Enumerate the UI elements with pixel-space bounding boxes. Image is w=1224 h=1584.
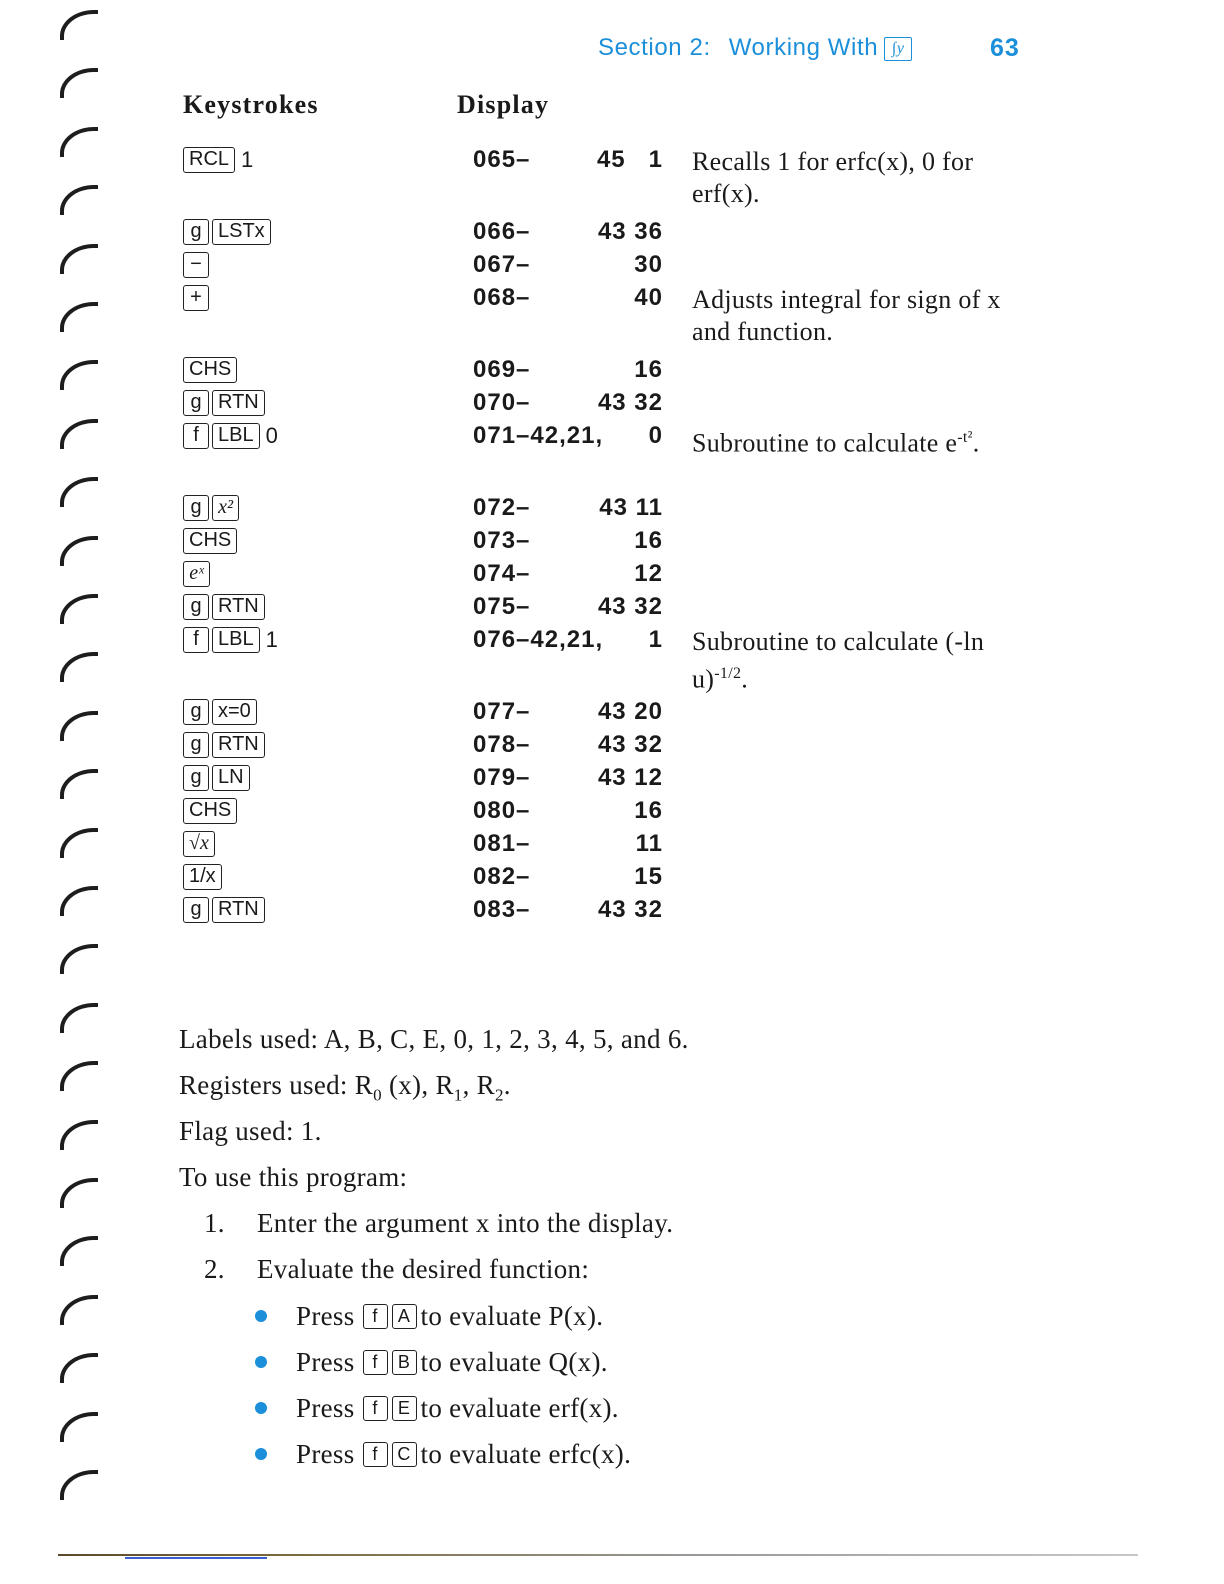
usage-intro: To use this program: [179, 1162, 408, 1192]
program-row [0, 284, 1224, 346]
binding-hook [60, 1295, 98, 1325]
keystroke-group [183, 251, 212, 279]
calculator-key: g [183, 699, 209, 725]
key-code: 43 32 [597, 731, 663, 758]
keystroke-group [183, 896, 268, 924]
keystrokes-heading: Keystrokes [183, 90, 319, 119]
program-row [0, 764, 1224, 797]
calculator-key: RTN [212, 594, 265, 620]
key-code: 40 [634, 284, 663, 311]
keystroke-group [183, 389, 268, 417]
calculator-key: LN [212, 765, 250, 791]
calculator-key: CHS [183, 528, 237, 554]
binding-hook [60, 1178, 98, 1208]
binding-hook [60, 1061, 98, 1091]
keystroke-group [183, 356, 240, 384]
binding-hook [60, 1120, 98, 1150]
calculator-key: f [363, 1396, 388, 1421]
program-row [0, 896, 1224, 929]
calculator-key: g [183, 765, 209, 791]
display-code [473, 389, 663, 417]
key-code: 1 [648, 626, 663, 653]
display-code [473, 764, 663, 792]
page-number: 63 [990, 34, 1020, 62]
bullet-text: Press f E to evaluate erf(x). [296, 1392, 619, 1423]
bullet-text: Press f C to evaluate erfc(x). [296, 1438, 632, 1469]
registers-used: Registers used: $R_0$ (x), $R_1$, $R_2$. [179, 1070, 511, 1105]
key-code: 16 [634, 527, 663, 554]
program-row [0, 356, 1224, 389]
display-code [473, 251, 663, 279]
display-heading: Display [457, 90, 550, 119]
display-code [473, 284, 663, 312]
program-row [0, 527, 1224, 560]
program-row [0, 389, 1224, 422]
display-code [473, 218, 663, 246]
program-line-number: 072– [473, 494, 531, 521]
row-comment: Subroutine to calculate $e^{-t^2}$. [692, 428, 980, 458]
calculator-key: RTN [212, 732, 265, 758]
keystroke-group [183, 284, 212, 312]
key-code: 45 1 [596, 146, 663, 173]
calculator-key: 1/x [183, 864, 222, 890]
program-line-number: 070– [473, 389, 531, 416]
section-title: Working With [728, 34, 879, 61]
program-row [0, 494, 1224, 527]
keystroke-group [183, 863, 225, 891]
program-line-number: 071–42,21, [473, 422, 604, 449]
program-line-number: 073– [473, 527, 531, 554]
program-line-number: 066– [473, 218, 531, 245]
footer-rule-accent [125, 1557, 267, 1559]
bullet-text: Press f B to evaluate Q(x). [296, 1346, 608, 1377]
program-row [0, 146, 1224, 208]
calculator-key: g [183, 219, 209, 245]
display-code [473, 494, 663, 522]
calculator-key: C [392, 1442, 417, 1467]
key-code: 43 32 [597, 896, 663, 923]
calculator-key: − [183, 252, 209, 278]
keystroke-group [183, 494, 242, 522]
display-code [473, 146, 663, 174]
display-code [473, 896, 663, 924]
calculator-key: RCL [183, 147, 235, 173]
flag-used: Flag used: 1. [179, 1116, 322, 1146]
labels-used: Labels used: A, B, C, E, 0, 1, 2, 3, 4, 5, and 6. [179, 1024, 689, 1054]
calculator-key: + [183, 285, 209, 311]
program-row [0, 560, 1224, 593]
keystroke-group [183, 797, 240, 825]
key-code: 11 [635, 830, 663, 857]
calculator-key: g [183, 495, 209, 521]
key-code: 43 36 [597, 218, 663, 245]
keystroke-group [183, 422, 278, 450]
program-line-number: 067– [473, 251, 531, 278]
calculator-key: x² [212, 495, 239, 521]
program-line-number: 082– [473, 863, 531, 890]
calculator-key: LBL [212, 627, 260, 653]
binding-hook [60, 1470, 98, 1500]
key-code: 0 [648, 422, 663, 449]
program-line-number: 068– [473, 284, 531, 311]
display-code [473, 593, 663, 621]
program-line-number: 074– [473, 560, 531, 587]
display-code [473, 863, 663, 891]
calculator-key: CHS [183, 357, 237, 383]
keystroke-digit: 1 [241, 147, 254, 172]
binding-hook [60, 944, 98, 974]
keystroke-group [183, 218, 274, 246]
display-code [473, 731, 663, 759]
program-row [0, 593, 1224, 626]
binding-hook [60, 10, 98, 40]
binding-hook [60, 1003, 98, 1033]
program-row [0, 863, 1224, 896]
calculator-key: E [392, 1396, 417, 1421]
row-comment: Subroutine to calculate (-ln u)$^{-1/2}$. [692, 627, 985, 694]
bullet-text: Press f A to evaluate P(x). [296, 1300, 604, 1331]
program-line-number: 065– [473, 146, 531, 173]
calculator-key: f [183, 423, 209, 449]
display-code [473, 527, 663, 555]
program-line-number: 081– [473, 830, 531, 857]
calculator-key: g [183, 897, 209, 923]
calculator-key: B [392, 1350, 417, 1375]
keystroke-group [183, 527, 240, 555]
display-code [473, 830, 663, 858]
program-line-number: 069– [473, 356, 531, 383]
calculator-key: g [183, 390, 209, 416]
display-code [473, 698, 663, 726]
program-row [0, 626, 1224, 694]
program-line-number: 076–42,21, [473, 626, 604, 653]
program-line-number: 077– [473, 698, 531, 725]
binding-hook [60, 1353, 98, 1383]
calculator-key: √x [183, 831, 215, 857]
integral-key-icon: ∫y [884, 37, 912, 61]
calculator-key: RTN [212, 897, 265, 923]
keystroke-group [183, 764, 253, 792]
calculator-key: g [183, 732, 209, 758]
calculator-key: g [183, 594, 209, 620]
keystroke-group [183, 731, 268, 759]
binding-hook [60, 1236, 98, 1266]
program-line-number: 078– [473, 731, 531, 758]
key-code: 16 [634, 797, 663, 824]
section-label: Section 2: [598, 34, 711, 61]
footer-rule [58, 1554, 1138, 1556]
key-code: 16 [634, 356, 663, 383]
display-code [473, 797, 663, 825]
display-code [473, 626, 663, 654]
bullet-dot-icon [255, 1356, 267, 1368]
calculator-key: LSTx [212, 219, 271, 245]
binding-hook [60, 68, 98, 98]
display-code [473, 356, 663, 384]
program-row [0, 731, 1224, 764]
keystroke-group [183, 698, 260, 726]
page-header [598, 34, 912, 62]
keystroke-group [183, 560, 213, 588]
calculator-key: RTN [212, 390, 265, 416]
keystroke-group [183, 626, 278, 654]
keystroke-group [183, 146, 253, 174]
display-code [473, 560, 663, 588]
keystroke-digit: 1 [265, 627, 278, 652]
calculator-key: A [392, 1304, 417, 1329]
bullet-dot-icon [255, 1448, 267, 1460]
calculator-key: CHS [183, 798, 237, 824]
program-line-number: 079– [473, 764, 531, 791]
keystroke-group [183, 593, 268, 621]
row-comment: Recalls 1 for erfc(x), 0 for erf(x). [692, 147, 974, 208]
program-row [0, 218, 1224, 251]
key-code: 15 [634, 863, 663, 890]
calculator-key: f [183, 627, 209, 653]
calculator-key: f [363, 1442, 388, 1467]
program-line-number: 083– [473, 896, 531, 923]
key-code: 12 [634, 560, 663, 587]
calculator-key: x=0 [212, 699, 257, 725]
row-comment: Adjusts integral for sign of x and function. [692, 285, 1001, 346]
program-line-number: 080– [473, 797, 531, 824]
key-code: 43 32 [597, 389, 663, 416]
program-row [0, 797, 1224, 830]
key-code: 43 12 [597, 764, 663, 791]
binding-hook [60, 1412, 98, 1442]
calculator-key: eˣ [183, 561, 210, 587]
bullet-dot-icon [255, 1310, 267, 1322]
key-code: 30 [634, 251, 663, 278]
key-code: 43 11 [599, 494, 663, 521]
key-code: 43 20 [597, 698, 663, 725]
program-row [0, 422, 1224, 458]
program-line-number: 075– [473, 593, 531, 620]
program-row [0, 830, 1224, 863]
calculator-key: f [363, 1304, 388, 1329]
display-code [473, 422, 663, 450]
program-row [0, 698, 1224, 731]
program-row [0, 251, 1224, 284]
keystroke-digit: 0 [265, 423, 278, 448]
calculator-key: LBL [212, 423, 260, 449]
key-code: 43 32 [597, 593, 663, 620]
keystroke-group [183, 830, 218, 858]
bullet-dot-icon [255, 1402, 267, 1414]
calculator-key: f [363, 1350, 388, 1375]
binding-hook [60, 185, 98, 215]
